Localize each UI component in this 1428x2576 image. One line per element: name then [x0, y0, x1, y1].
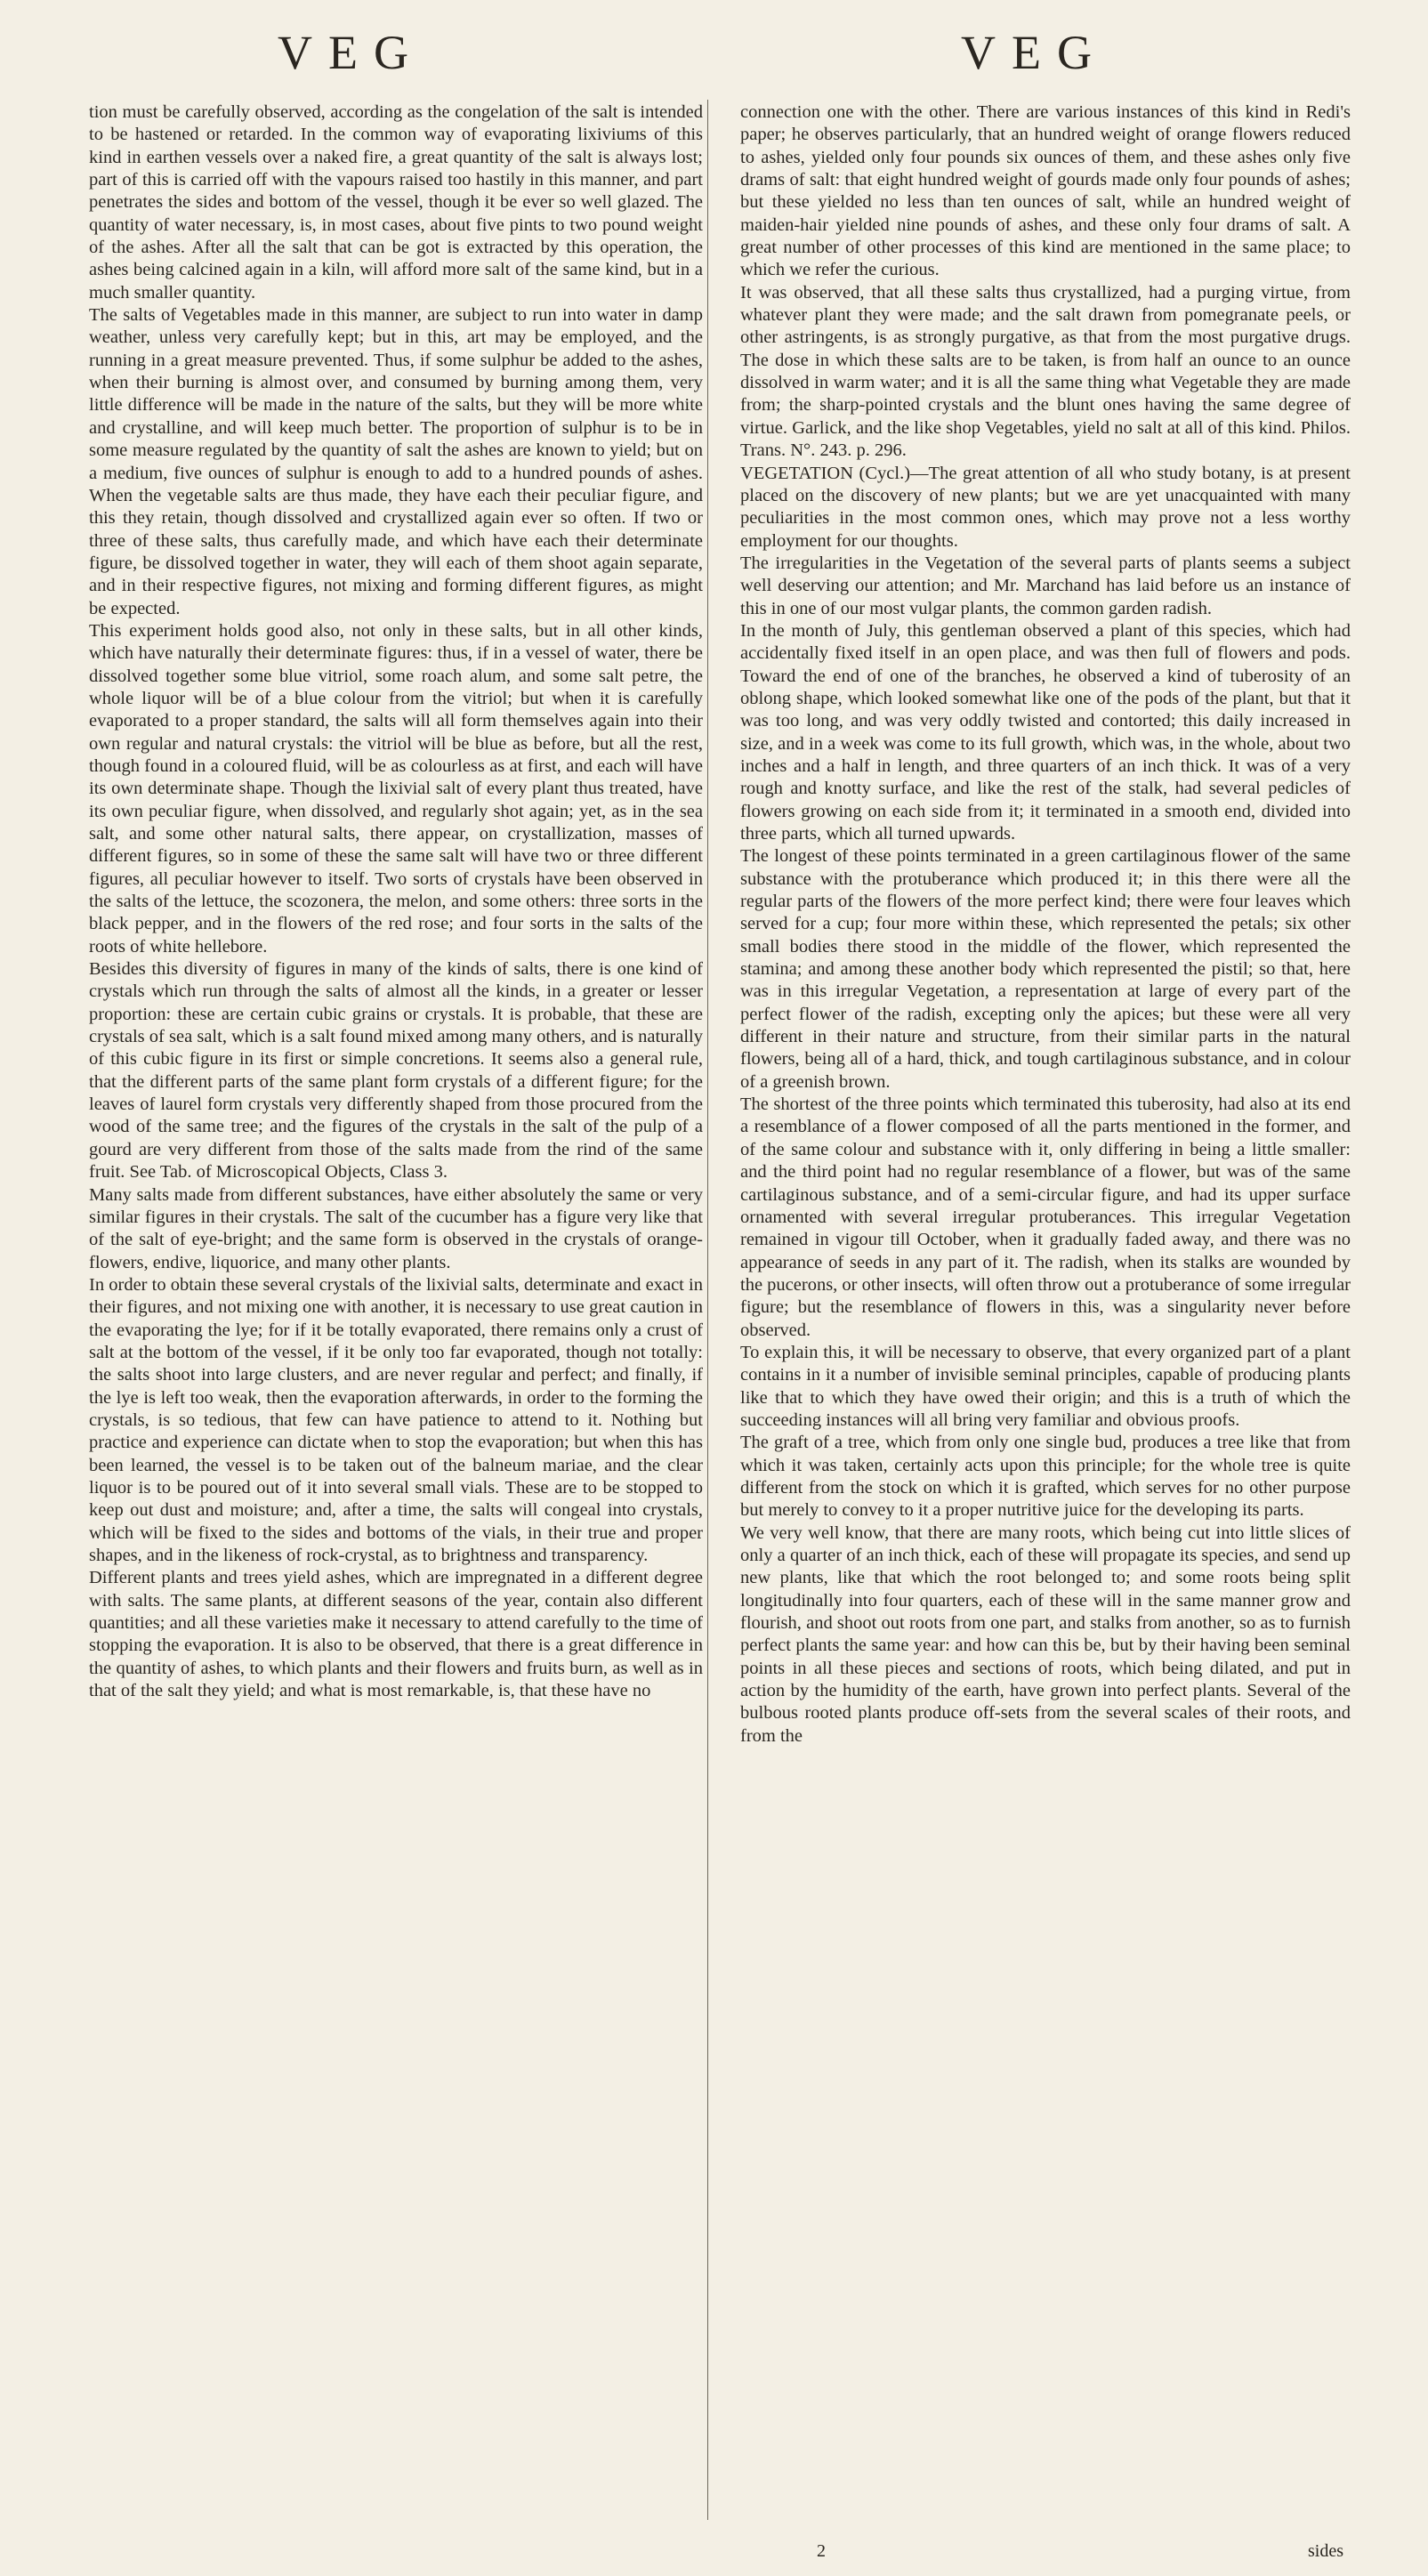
- running-header: [0, 25, 1428, 87]
- header-right: VEG: [961, 26, 1108, 79]
- paragraph: The irregularities in the Vegetation of the several parts of plants seems a subject well deserving our attention; and Mr. Marchand has laid before us an instance of this in one of our most vulgar plants, the common garden radish.: [740, 553, 1351, 618]
- paragraph: tion must be carefully observed, according as the congelation of the salt is intended to be hastened or retarded. In the common way of evaporating lixiviums of this kind in earthen vessels over a naked fire, a great quantity of the salt is always lost; part of this is carried off with the vapours raised too hastily in this manner, and part penetrates the sides and bottom of the vessel, though it be ever so well glazed. The quantity of water necessary, is, in most cases, about five pints to two pound weight of the ashes. After all the salt that can be got is extracted by this operation, the ashes being calcined again in a kiln, will afford more salt of the same kind, but in a much smaller quantity.: [89, 102, 703, 303]
- paragraph: In the month of July, this gentleman observed a plant of this species, which had accidentally fixed itself in an open place, and was then full of flowers and pods. Toward the end of one of the branches, he observed a kind of tuberosity of an oblong shape, which looked somewhat like one of the pods of the plant, but that it was too long, and was very oddly twisted and contorted; this daily increased in size, and in a week was come to its full growth, which was, in the whole, about two inches and a half in length, and three quarters of an inch thick. It was of a very rough and knotty surface, and like the rest of the stalk, had several pedicles of flowers growing on each side from it; it terminated in a smooth end, divided into three parts, which all turned upwards.: [740, 620, 1351, 844]
- paragraph: We very well know, that there are many roots, which being cut into little slices of only a quarter of an inch thick, each of these will propagate its species, and send up new plants, like that which the root belonged to; and some roots being split longitudinally into four quarters, each of these will in the same manner grow and flourish, and shoot out roots from one part, and stalks from another, so as to furnish perfect plants the same year: and how can this be, but by their having been seminal points in all these pieces and sections of roots, which being dilated, and put in action by the humidity of the earth, have grown into perfect plants. Several of the bulbous rooted plants produce off-sets from the several scales of their roots, and from the: [740, 1522, 1351, 1746]
- paragraph: The salts of Vegetables made in this manner, are subject to run into water in damp weather, unless very carefully kept; but in this, art may be employed, and the running in a great measure prevented. Thus, if some sulphur be added to the ashes, when their burning is almost over, and consumed by burning among them, very little difference will be made in the nature of the salts, but they will be more white and crystalline, and will keep much better. The proportion of sulphur is to be in some measure regulated by the quantity of salt the ashes are known to yield; but on a medium, five ounces of sulphur is enough to add to a hundred pounds of ashes. When the vegetable salts are thus made, they have each their peculiar figure, and this they retain, though dissolved and crystallized again ever so often. If two or three of these salts, thus carefully made, and which have each their determinate figure, be dissolved together in water, they will each of them shoot again separate, and in their respective figures, not mixing and forming different figures, as might be expected.: [89, 305, 703, 618]
- column-divider: [707, 100, 708, 2520]
- paragraph: Besides this diversity of figures in many of the kinds of salts, there is one kind of crystals which run through the salts of almost all the kinds, in a greater or lesser proportion: these are certain cubic grains or crystals. It is probable, that these are crystals of sea salt, which is a salt found mixed among many others, and is naturally of this cubic figure in its first or simple concretions. It seems also a general rule, that the different parts of the same plant form crystals of a different figure; for the leaves of laurel form crystals very differently shaped from those procured from the wood of the same tree; and the figures of the crystals in the salt of the pulp of a gourd are very different from those of the salts made from the rind of the same fruit. See Tab. of Microscopical Objects, Class 3.: [89, 959, 703, 1183]
- paragraph: In order to obtain these several crystals of the lixivial salts, determinate and exact in their figures, and not mixing one with another, it is necessary to use great caution in the evaporating the lye; for if it be totally evaporated, there remains only a crust of salt at the bottom of the vessel, if it be only too far evaporated, though not totally: the salts shoot into large clusters, and are never regular and perfect; and finally, if the lye is left too weak, then the evaporation afterwards, in order to the forming the crystals, is so tedious, that few can have patience to attend to it. Nothing but practice and experience can dictate when to stop the evaporation; but when this has been learned, the vessel is to be taken out of the balneum mariae, and the clear liquor is to be poured out of it into several small vials. These are to be stopped to keep out dust and moisture; and, after a time, the salts will congeal into crystals, which will be fixed to the sides and bottoms of the vials, in their true and proper shapes, and in the likeness of rock-crystal, as to brightness and transparency.: [89, 1274, 703, 1565]
- paragraph: VEGETATION (Cycl.)—The great attention of all who study botany, is at present placed on the discovery of new plants; but we are yet unacquainted with many peculiarities in the most common ones, which may prove not a less worthy employment for our thoughts.: [740, 463, 1351, 551]
- header-left: VEG: [278, 26, 424, 79]
- page-number: 2: [817, 2541, 826, 2561]
- paragraph: The shortest of the three points which terminated this tuberosity, had also at its end a resemblance of a flower composed of all the parts mentioned in the former, and of the same colour and substance with it, only differing in being a little smaller: and the third point had no regular resemblance of a flower, but was of the same cartilaginous substance, and of a semi-circular figure, and had its upper surface ornamented with several irregular protuberances. This irregular Vegetation remained in vigour till October, when it gradually faded away, and there was no appearance of seeds in any part of it. The radish, when its stalks are wounded by the pucerons, or other insects, will often throw out a protuberance of some irregular figure; but the resemblance of flowers in this, was a singularity never before observed.: [740, 1094, 1351, 1340]
- right-column: [740, 101, 1351, 1748]
- paragraph: Different plants and trees yield ashes, which are impregnated in a different degree with salts. The same plants, at different seasons of the year, contain also different quantities; and all these varieties make it necessary to attend carefully to the time of stopping the evaporation. It is also to be observed, that there is a great difference in the quantity of ashes, to which plants and their flowers and fruits burn, as well as in that of the salt they yield; and what is most remarkable, is, that these have no: [89, 1568, 703, 1701]
- page-footer: [0, 2541, 1428, 2568]
- paragraph: The graft of a tree, which from only one single bud, produces a tree like that from which it was taken, certainly acts upon this principle; for the whole tree is quite different from the stock on which it is grafted, which serves for no other purpose but merely to convey to it a proper nutritive juice for the developing its parts.: [740, 1433, 1351, 1521]
- paragraph: This experiment holds good also, not only in these salts, but in all other kinds, which have naturally their determinate figures: thus, if in a vessel of water, there be dissolved together some blue vitriol, some roach alum, and some salt petre, the whole liquor will be of a blue colour from the vitriol; but when it is carefully evaporated to a proper standard, the salts will all form themselves again into their own regular and natural crystals: the vitriol will be blue as before, but all the rest, though found in a coloured fluid, will be as colourless as at first, and each will have its own determinate shape. Though the lixivial salt of every plant thus treated, have its own peculiar figure, when dissolved, and regularly shot again; yet, as in the sea salt, and some other natural salts, there appear, on crystallization, masses of different figures, so in some of these the same salt will have two or three different figures, all peculiar however to itself. Two sorts of crystals have been observed in the salts of the lettuce, the scozonera, the melon, and some others: three sorts in the black pepper, and in the flowers of the red rose; and four sorts in the salts of the roots of white hellebore.: [89, 620, 703, 957]
- left-column: [89, 101, 703, 1702]
- paragraph: To explain this, it will be necessary to observe, that every organized part of a plant contains in it a number of invisible seminal principles, capable of producing plants like that to which they have owed their origin; and this is a truth of which the succeeding instances will all bring very familiar and obvious proofs.: [740, 1342, 1351, 1430]
- paragraph: Many salts made from different substances, have either absolutely the same or very similar figures in their crystals. The salt of the cucumber has a figure very like that of the salt of eye-bright; and the same form is observed in the crystals of orange-flowers, endive, liquorice, and many other plants.: [89, 1184, 703, 1272]
- paragraph: connection one with the other. There are various instances of this kind in Redi's paper; he observes particularly, that an hundred weight of orange flowers reduced to ashes, yielded only four pounds six ounces of them, and these ashes only five drams of salt: that eight hundred weight of gourds made only four pounds of ashes; but these yielded no less than ten ounces of salt, while an hundred weight of maiden-hair yielded nine pounds of ashes, and these only four drams of salt. A great number of other processes of this kind are mentioned in the same place; to which we refer the curious.: [740, 102, 1351, 280]
- catchword: sides: [1308, 2541, 1343, 2561]
- paragraph: It was observed, that all these salts thus crystallized, had a purging virtue, from whatever plant they were made; and the salt drawn from pomegranate peels, or other astringents, is as strongly purgative, as that from the most purgative drugs. The dose in which these salts are to be taken, is from half an ounce to an ounce dissolved in warm water; and it is all the same thing what Vegetable they are made from; the sharp-pointed crystals and the blunt ones having the same degree of virtue. Garlick, and the like shop Vegetables, yield no salt at all of this kind. Philos. Trans. N°. 243. p. 296.: [740, 282, 1351, 461]
- paragraph: The longest of these points terminated in a green cartilaginous flower of the same substance with the protuberance which produced it; in this there were all the regular parts of the flowers of the more perfect kind; there were four leaves which served for a cup; four more within these, which represented the petals; six other small bodies there stood in the middle of the flower, which represented the stamina; and among these another body which represented the pistil; so that, here was in this irregular Vegetation, a representation at large of every part of the perfect flower of the radish, excepting only the apices; but these were all very different in their nature and structure, from their similar parts in the natural flowers, being all of a hard, thick, and tough cartilaginous substance, and in colour of a greenish brown.: [740, 846, 1351, 1092]
